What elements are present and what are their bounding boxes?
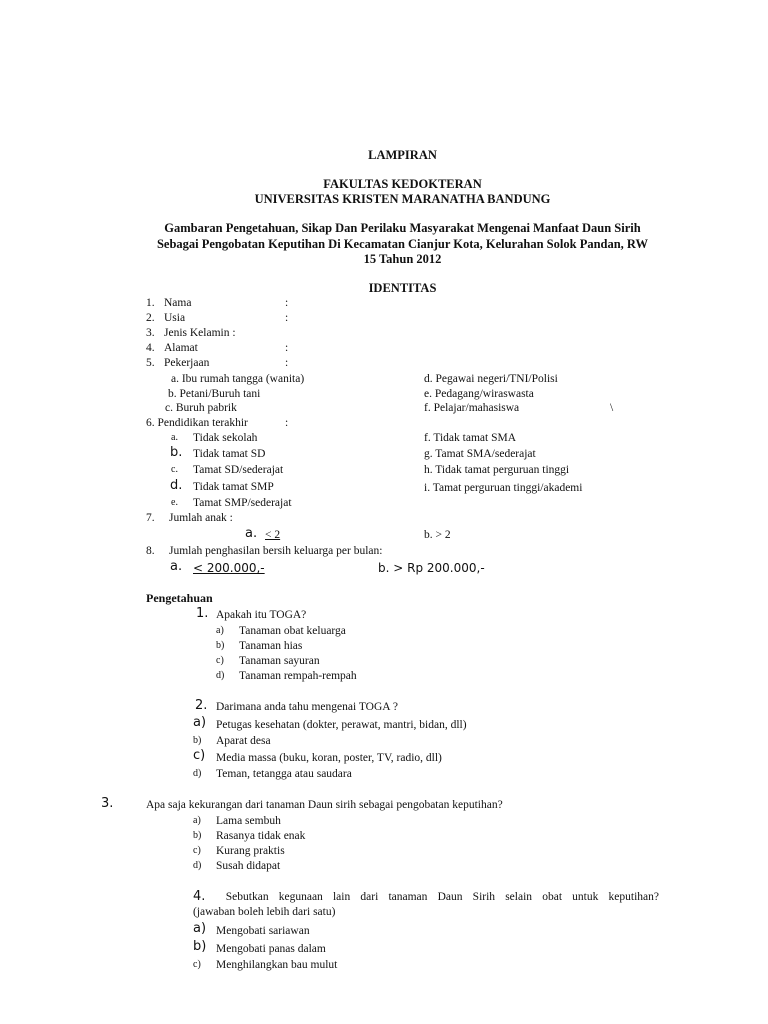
q2-text: Darimana anda tahu mengenai TOGA ? [216, 701, 398, 713]
q3-option-d: Susah didapat [216, 860, 281, 872]
q4-option-b: Mengobati panas dalam [216, 943, 326, 955]
jumlah-anak-option-b: b. > 2 [424, 529, 451, 541]
pendidikan-letter-e: e. [171, 497, 178, 508]
q4-option-c: Menghilangkan bau mulut [216, 959, 338, 971]
q4-text-line-2: (jawaban boleh lebih dari satu) [193, 906, 336, 918]
q4-question [193, 889, 659, 905]
q3-text: Apa saja kekurangan dari tanaman Daun sirih sebagai pengobatan keputihan? [146, 799, 503, 811]
jumlah-anak-option-a: < 2 [265, 529, 281, 541]
q4-number: 4. [193, 889, 206, 904]
q4-option-a: Mengobati sariawan [216, 925, 310, 937]
field-number: 4. [146, 342, 155, 354]
penghasilan-number: 8. [146, 545, 155, 557]
q3-letter-c: c) [193, 845, 201, 856]
field-colon: : [285, 297, 289, 309]
q4-letter-b: b) [193, 939, 207, 954]
pendidikan-option-h: h. Tidak tamat perguruan tinggi [424, 464, 570, 476]
q1-option-d: Tanaman rempah-rempah [239, 670, 357, 682]
q1-letter-a: a) [216, 625, 224, 636]
jumlah-anak-number: 7. [146, 512, 155, 524]
lampiran-heading: LAMPIRAN [368, 148, 437, 162]
pendidikan-option-e: Tamat SMP/sederajat [193, 497, 292, 509]
field-label: Jenis Kelamin : [164, 327, 236, 339]
q2-letter-a: a) [193, 715, 207, 730]
field-colon: : [285, 357, 289, 369]
pendidikan-option-c: Tamat SD/sederajat [193, 464, 284, 476]
q3-letter-a: a) [193, 815, 201, 826]
q4-letter-a: a) [193, 921, 207, 936]
field-label: Pekerjaan [164, 357, 210, 369]
title-line-3: 15 Tahun 2012 [363, 252, 442, 266]
pekerjaan-option-b: b. Petani/Buruh tani [168, 388, 261, 400]
q2-option-a: Petugas kesehatan (dokter, perawat, mantri, bidan, dll) [216, 719, 467, 731]
field-colon: : [285, 342, 289, 354]
pendidikan-option-f: f. Tidak tamat SMA [424, 432, 517, 444]
q4-text-line-1: Sebutkan kegunaan lain dari tanaman Daun Sirih selain obat untuk keputihan? [225, 891, 660, 903]
q1-letter-b: b) [216, 640, 225, 651]
penghasilan-option-a: < 200.000,- [193, 561, 265, 575]
q3-number: 3. [101, 796, 114, 811]
q1-letter-c: c) [216, 655, 224, 666]
university-heading: UNIVERSITAS KRISTEN MARANATHA BANDUNG [254, 192, 551, 206]
pendidikan-letter-d: d. [170, 478, 183, 493]
q3-option-a: Lama sembuh [216, 815, 281, 827]
penghasilan-letter-a: a. [170, 559, 183, 574]
pendidikan-option-i: i. Tamat perguruan tinggi/akademi [424, 482, 583, 494]
field-colon: : [285, 312, 289, 324]
pengetahuan-heading: Pengetahuan [146, 591, 213, 605]
pekerjaan-option-a: a. Ibu rumah tangga (wanita) [171, 373, 305, 385]
field-label: Nama [164, 297, 192, 309]
field-number: 2. [146, 312, 155, 324]
q2-letter-d: d) [193, 768, 202, 779]
q1-text: Apakah itu TOGA? [216, 609, 307, 621]
field-label: Alamat [164, 342, 198, 354]
stray-mark: \ [610, 402, 614, 414]
pendidikan-letter-b: b. [170, 445, 183, 460]
q2-letter-c: c) [193, 748, 206, 763]
jumlah-anak-label: Jumlah anak : [169, 512, 233, 524]
identitas-heading: IDENTITAS [368, 281, 437, 295]
title-line-2: Sebagai Pengobatan Keputihan Di Kecamatan Cianjur Kota, Kelurahan Solok Pandan, RW [156, 237, 649, 251]
pendidikan-letter-c: c. [171, 464, 178, 475]
pendidikan-label: 6. Pendidikan terakhir [146, 417, 248, 429]
pekerjaan-option-d: d. Pegawai negeri/TNI/Polisi [424, 373, 558, 385]
q3-letter-d: d) [193, 860, 202, 871]
q2-number: 2. [195, 698, 208, 713]
q1-option-a: Tanaman obat keluarga [239, 625, 346, 637]
pendidikan-option-d: Tidak tamat SMP [193, 481, 274, 493]
pendidikan-option-g: g. Tamat SMA/sederajat [424, 448, 536, 460]
q1-option-c: Tanaman sayuran [239, 655, 320, 667]
pendidikan-option-b: Tidak tamat SD [193, 448, 266, 460]
q1-letter-d: d) [216, 670, 225, 681]
q3-letter-b: b) [193, 830, 202, 841]
q2-letter-b: b) [193, 735, 202, 746]
field-number: 3. [146, 327, 155, 339]
q4-letter-c: c) [193, 959, 201, 970]
pekerjaan-option-c: c. Buruh pabrik [165, 402, 237, 414]
pendidikan-option-a: Tidak sekolah [193, 432, 258, 444]
q2-option-d: Teman, tetangga atau saudara [216, 768, 352, 780]
faculty-heading: FAKULTAS KEDOKTERAN [323, 177, 482, 191]
pendidikan-colon: : [285, 417, 289, 429]
field-number: 5. [146, 357, 155, 369]
title-line-1: Gambaran Pengetahuan, Sikap Dan Perilaku Masyarakat Mengenai Manfaat Daun Sirih [164, 221, 641, 235]
q3-option-b: Rasanya tidak enak [216, 830, 306, 842]
pekerjaan-option-f: f. Pelajar/mahasiswa [424, 402, 520, 414]
q3-option-c: Kurang praktis [216, 845, 285, 857]
q1-option-b: Tanaman hias [239, 640, 303, 652]
penghasilan-label: Jumlah penghasilan bersih keluarga per bulan: [169, 545, 383, 557]
q2-option-c: Media massa (buku, koran, poster, TV, radio, dll) [216, 752, 442, 764]
pekerjaan-option-e: e. Pedagang/wiraswasta [424, 388, 534, 400]
field-number: 1. [146, 297, 155, 309]
penghasilan-option-b: b. > Rp 200.000,- [378, 561, 485, 575]
q2-option-b: Aparat desa [216, 735, 271, 747]
q1-number: 1. [196, 606, 209, 621]
pendidikan-letter-a: a. [171, 432, 178, 443]
field-label: Usia [164, 312, 186, 324]
jumlah-anak-letter-a: a. [245, 526, 258, 541]
